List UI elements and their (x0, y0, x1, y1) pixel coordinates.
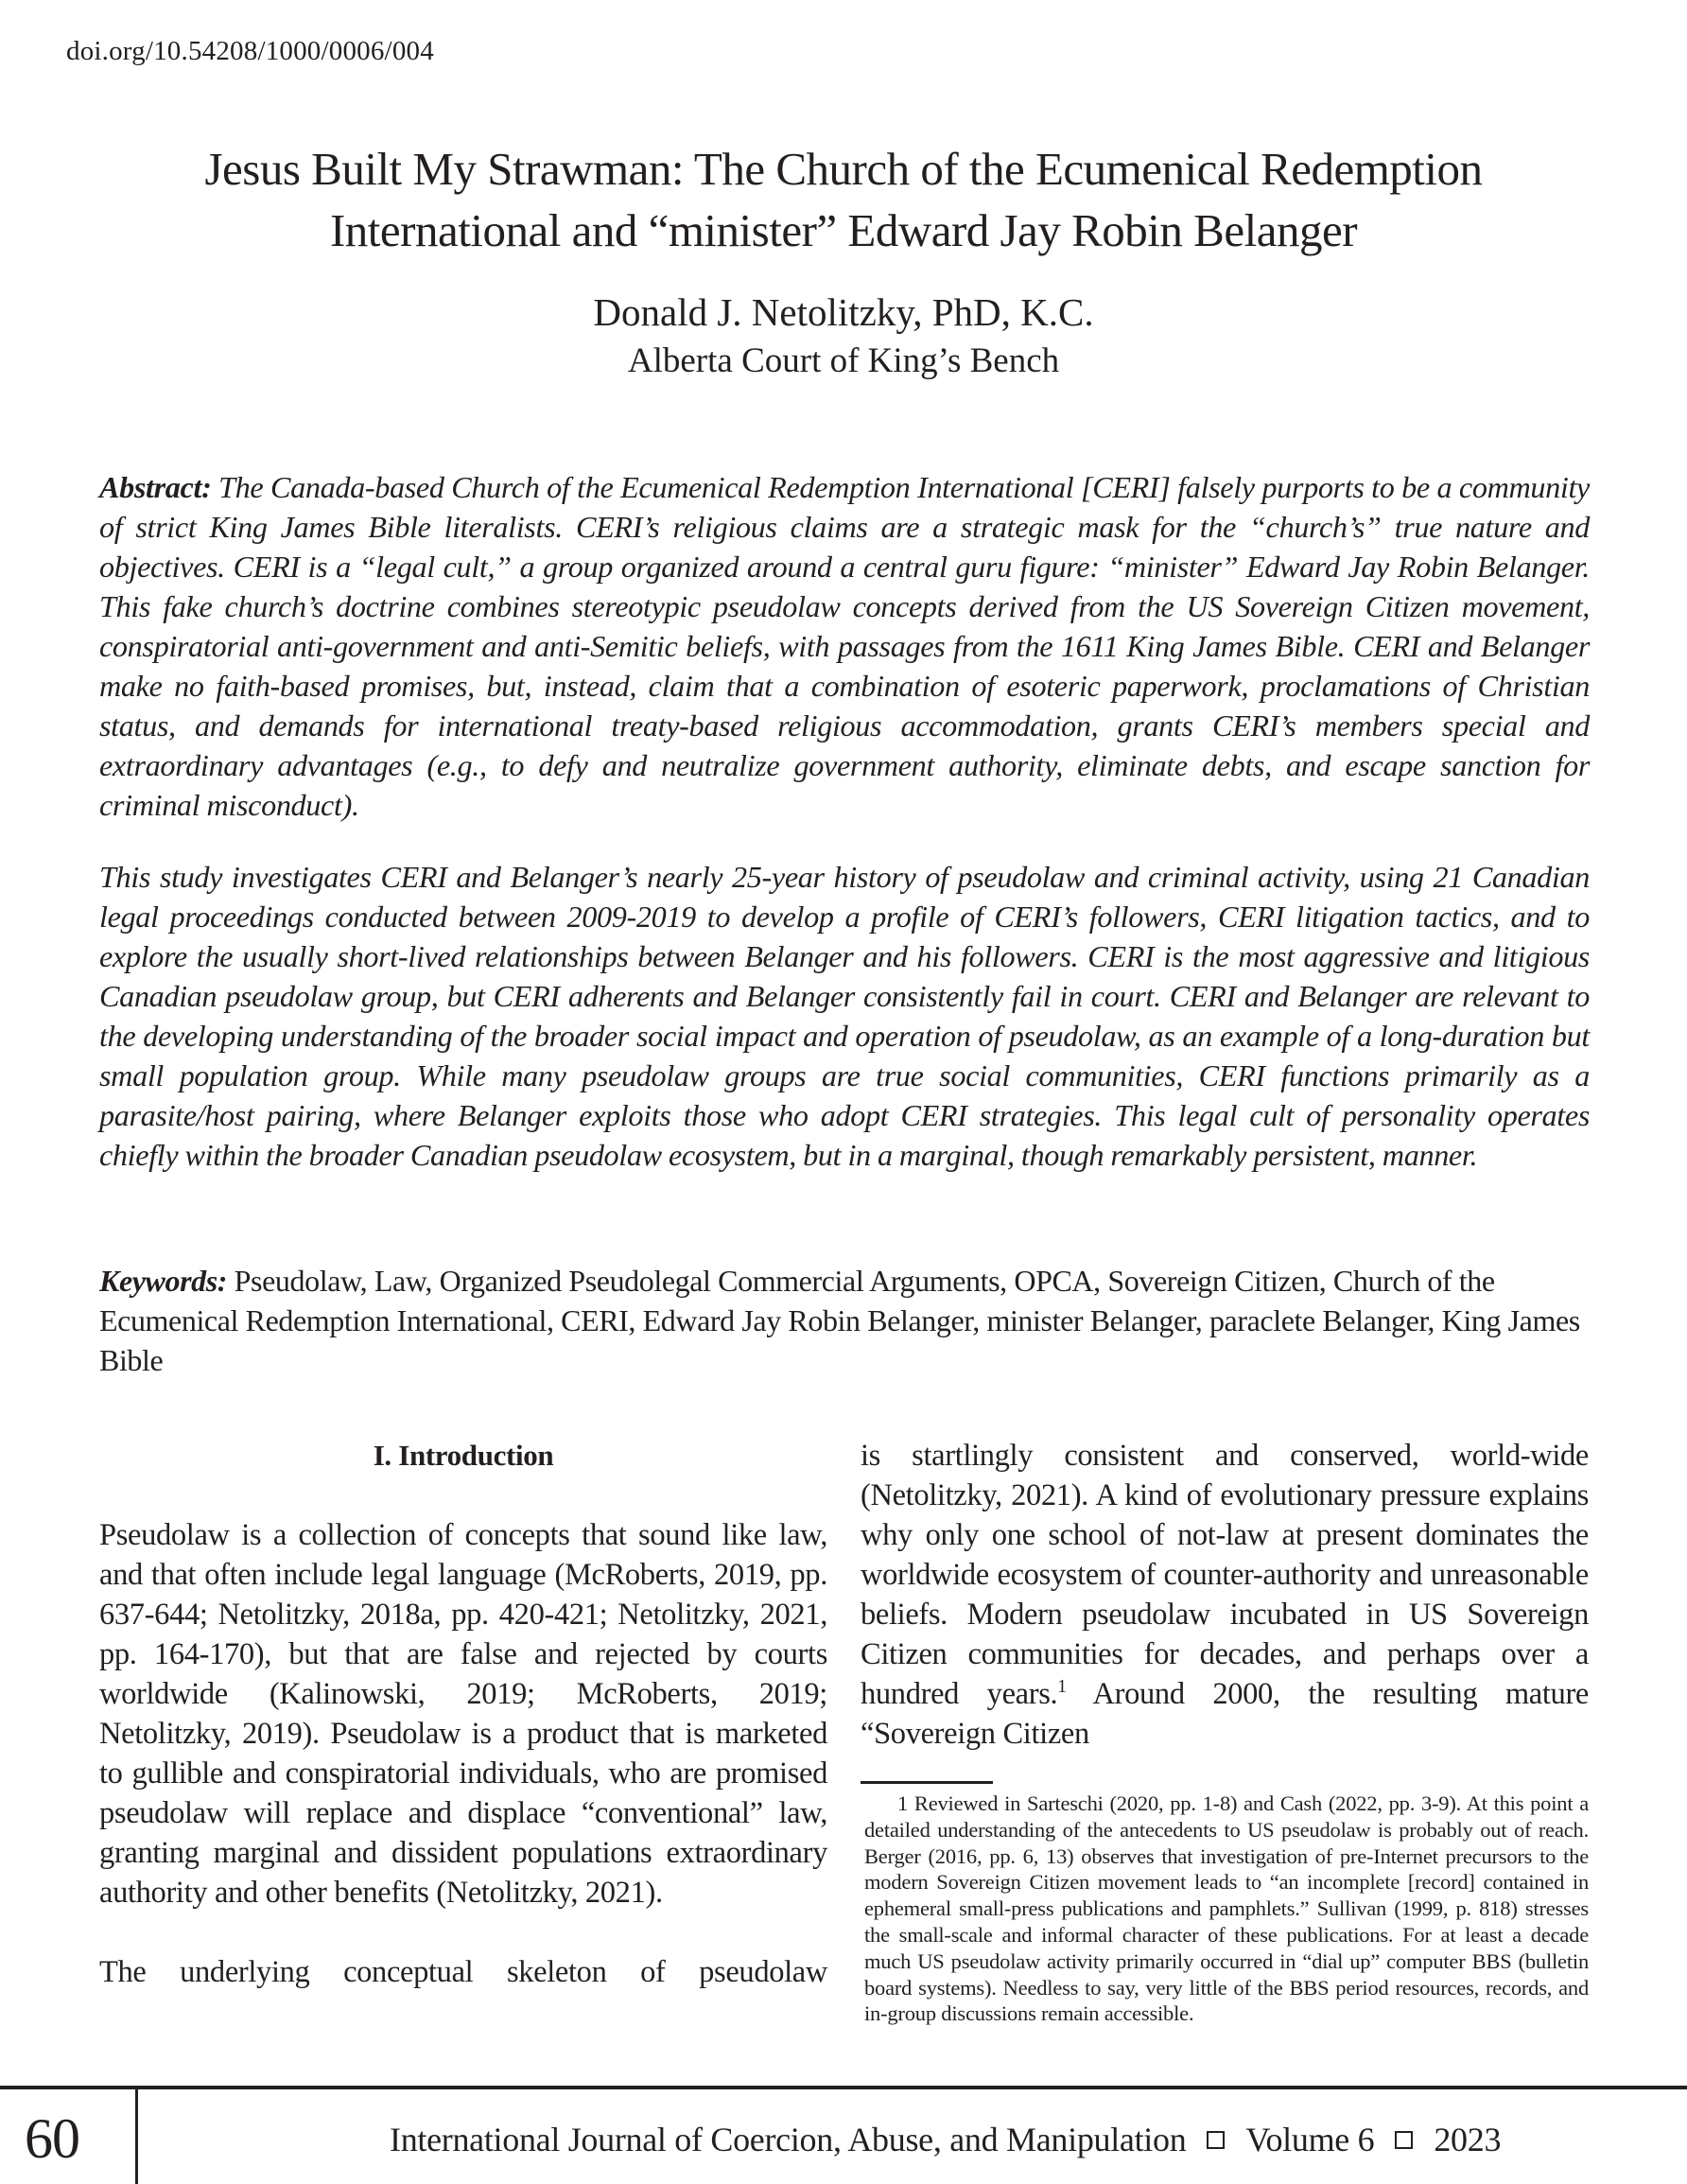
author-name: Donald J. Netolitzky, PhD, K.C. (593, 290, 1094, 334)
abstract-paragraph-1 (99, 467, 1590, 825)
footnote-reference[interactable]: 1 (1057, 1677, 1067, 1698)
journal-year: 2023 (1434, 2121, 1502, 2158)
body-paragraph-continued: is startlingly consistent and conserved, world-wide (Netolitzky, 2021). A kind of evolutionary pressure explains why only one school of not-law at present dominates the worldwide ecosystem of counter-authority and unreasonable beliefs. Modern pseudolaw incubated in US Sovereign Citizen communities for decades, and perhaps over a hundred years.$^1$ Around 2000, the resulting mature “Sovereign Citizen (861, 1439, 1589, 1751)
footnote-text: Reviewed in Sarteschi (2020, pp. 1-8) and Cash (2022, pp. 3-9). At this point a detailed understanding of the antecedents to US pseudolaw is probably out of reach. Berger (2016, pp. 6, 13) observes that investigation of pre-Internet precursors to the modern Sovereign Citizen movement leads to “an incomplete [record] contained in ephemeral small-press publications and pamphlets.” Sullivan (1999, p. 818) stresses the small-scale and informal character of these publications. For at least a decade much US pseudolaw activity primarily occurred in “dial up” computer BBS (bulletin board systems). Needless to say, very little of the BBS period resources, records, and in-group discussions remain accessible. (864, 1791, 1589, 2026)
journal-footer (390, 2117, 1501, 2162)
abstract-paragraph-2: This study investigates CERI and Belanger’s nearly 25-year history of pseudolaw and criminal activity, using 21 Canadian legal proceedings conducted between 2009-2019 to develop a profile of CERI’s followers, CERI litigation tactics, and to explore the usually short-lived relationships between Belanger and his followers. CERI is the most aggressive and litigious Canadian pseudolaw group, but CERI adherents and Belanger consistently fail in court. CERI and Belanger are relevant to the developing understanding of the broader social impact and operation of pseudolaw, as an example of a long-duration but small population group. While many pseudolaw groups are true social communities, CERI functions primarily as a parasite/host pairing, where Belanger exploits those who adopt CERI strategies. This legal cult of personality operates chiefly within the broader Canadian pseudolaw ecosystem, but in a marginal, though remarkably persistent, manner. (99, 860, 1590, 1172)
section-heading-introduction: I. Introduction (373, 1439, 554, 1472)
square-separator-icon (1207, 2131, 1225, 2149)
footer-divider (0, 2086, 1687, 2089)
body-column-right (861, 1436, 1589, 1754)
page-number: 60 (25, 2107, 79, 2170)
keywords-text: Pseudolaw, Law, Organized Pseudolegal Commercial Arguments, OPCA, Sovereign Citizen, Church of the Ecumenical Redemption International, CERI, Edward Jay Robin Belanger, minister Belanger, paraclete Belanger, King James Bible (99, 1264, 1580, 1377)
title-line-2: International and “minister” Edward Jay Robin Belanger (329, 204, 1358, 256)
square-separator-icon (1395, 2131, 1413, 2149)
journal-name: International Journal of Coercion, Abuse, and Manipulation (390, 2121, 1187, 2158)
footer-vertical-divider (135, 2088, 138, 2184)
abstract-label: Abstract: (99, 470, 212, 504)
body-column-left (99, 1436, 827, 1992)
keywords-label: Keywords: (99, 1264, 228, 1298)
body-paragraph: Pseudolaw is a collection of concepts that sound like law, and that often include legal language (McRoberts, 2019, pp. 637-644; Netolitzky, 2018a, pp. 420-421; Netolitzky, 2021, pp. 164-170), but that are false and rejected by courts worldwide (Kalinowski, 2019; McRoberts, 2019; Netolitzky, 2019). Pseudolaw is a product that is marketed to gullible and conspiratorial individuals, who are promised pseudolaw will replace and displace “conventional” law, granting marginal and dissident populations extraordinary authority and other benefits (Netolitzky, 2021). (99, 1518, 827, 1910)
title-line-1: Jesus Built My Strawman: The Church of the Ecumenical Redemption (204, 143, 1483, 195)
article-title (95, 138, 1592, 261)
abstract (99, 467, 1590, 1207)
abstract-text-1: The Canada-based Church of the Ecumenical Redemption International [CERI] falsely purports to be a community of strict King James Bible literalists. CERI’s religious claims are a strategic mask for the “church’s” true nature and objectives. CERI is a “legal cult,” a group organized around a central guru figure: “minister” Edward Jay Robin Belanger. This fake church’s doctrine combines stereotypic pseudolaw concepts derived from the US Sovereign Citizen movement, conspiratorial anti-government and anti-Semitic beliefs, with passages from the 1611 King James Bible. CERI and Belanger make no faith-based promises, but, instead, claim that a combination of esoteric paperwork, proclamations of Christian status, and demands for international treaty-based religious accommodation, grants CERI’s members special and extraordinary advantages (e.g., to defy and neutralize government authority, eliminate debts, and escape sanction for criminal misconduct). (99, 470, 1590, 822)
footnote-number: 1 (897, 1791, 909, 1815)
body-paragraph: The underlying conceptual skeleton of pseudolaw (99, 1955, 827, 1989)
keywords (99, 1261, 1590, 1380)
author-affiliation: Alberta Court of King’s Bench (627, 341, 1060, 380)
footnote-divider (861, 1781, 993, 1784)
journal-volume: Volume 6 (1245, 2121, 1375, 2158)
doi-link[interactable]: doi.org/10.54208/1000/0006/004 (66, 36, 434, 66)
footnote-1 (864, 1791, 1589, 2027)
